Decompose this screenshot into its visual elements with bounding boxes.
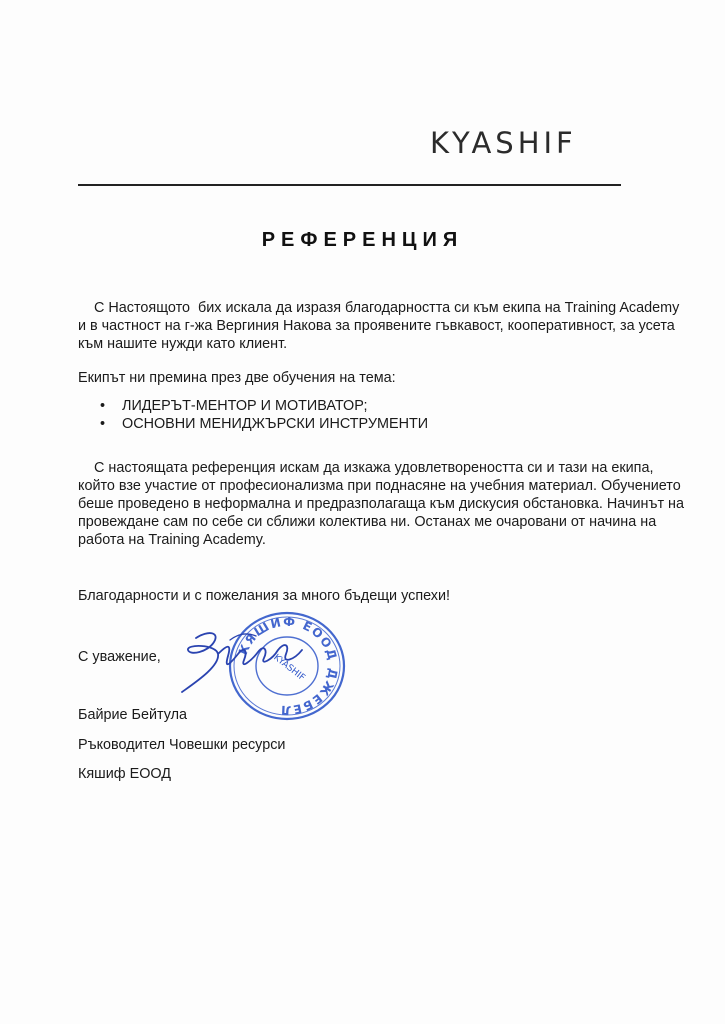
signatory-company: Кяшиф ЕООД (78, 766, 172, 782)
text-line: С Настоящото бих искала да изразя благодарността си към екипа на Training Academy (78, 300, 680, 316)
signatory-position: Ръководител Човешки ресурси (78, 737, 286, 753)
list-item: • ОСНОВНИ МЕНИДЖЪРСКИ ИНСТРУМЕНТИ (100, 415, 428, 433)
stamp-ring-text: КЯШИФ ЕООД ДЖЕБЕЛ (235, 614, 341, 718)
text-line: към нашите нужди като клиент. (78, 336, 288, 352)
document-title: РЕФЕРЕНЦИЯ (261, 229, 464, 251)
paragraph-trainings-intro: Екипът ни премина през две обучения на тема: (78, 370, 396, 386)
text-line: провеждане сам по себе си сближи колектива ни. Останах ме очаровани от начина на (78, 514, 657, 530)
list-item: • ЛИДЕРЪТ-МЕНТОР И МОТИВАТОР; (100, 397, 428, 415)
trainings-list (100, 397, 428, 433)
signatory-name: Байрие Бейтула (78, 707, 188, 723)
paragraph-satisfaction (78, 459, 684, 549)
company-logo: KYASHIF (430, 126, 577, 160)
handwritten-signature (168, 620, 318, 700)
text-line: който взе участие от професионализма при поднасяне на учебния материал. Обучението (78, 478, 681, 494)
closing-salutation: С уважение, (78, 649, 161, 665)
text-line: и в частност на г-жа Вергиния Накова за проявените гъвкавост, кооперативност, за усета (78, 318, 675, 334)
text-line: С настоящата референция искам да изкажа удовлетвореността си и тази на екипа, (78, 460, 654, 476)
paragraph-wishes: Благодарности и с пожелания за много бъдещи успехи! (78, 588, 451, 604)
text-line: работа на Training Academy. (78, 532, 266, 548)
paragraph-gratitude (78, 299, 680, 353)
text-line: беше проведено в неформална и предразполагаща към дискусия обстановка. Начинът на (78, 496, 684, 512)
header-divider (78, 184, 621, 186)
stamp-center-text: KYASHIF (271, 652, 307, 684)
